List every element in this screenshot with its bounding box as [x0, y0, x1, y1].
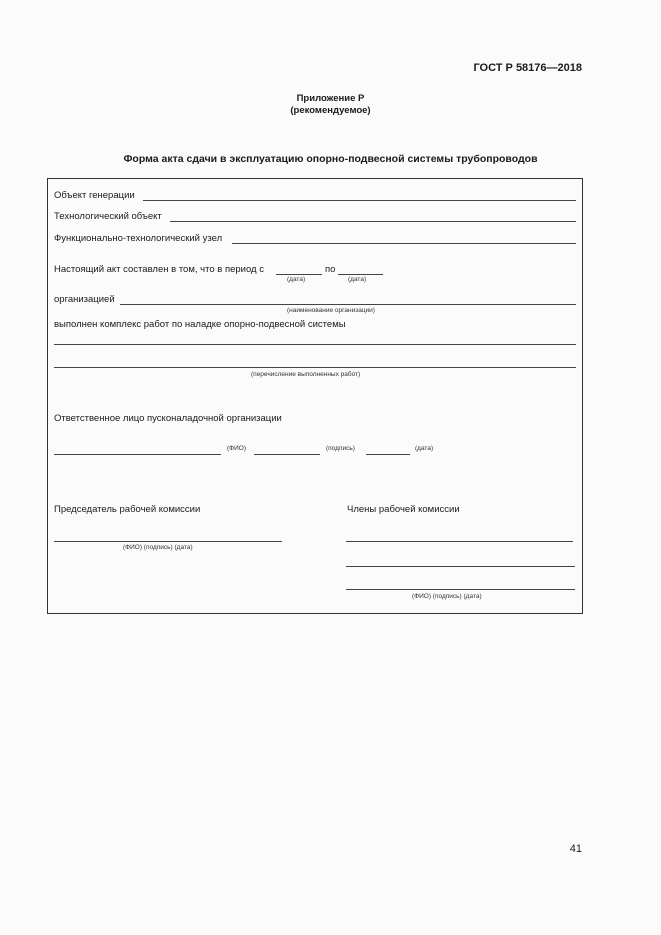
works-field-line-1[interactable]: [54, 344, 576, 345]
generation-object-field[interactable]: [143, 200, 576, 201]
responsible-fio-field[interactable]: [54, 454, 221, 455]
generation-object-label: Объект генерации: [54, 190, 135, 201]
works-text: выполнен комплекс работ по наладке опорно-подвесной системы: [54, 319, 346, 330]
works-caption: (перечисление выполненных работ): [251, 371, 361, 378]
works-field-line-2[interactable]: [54, 367, 576, 368]
organization-caption: (наименование организации): [287, 307, 375, 314]
annex-status: (рекомендуемое): [290, 105, 371, 116]
members-label: Члены рабочей комиссии: [347, 504, 460, 515]
chairman-caption: (ФИО) (подпись) (дата): [123, 544, 193, 551]
technological-object-label: Технологический объект: [54, 211, 162, 222]
members-field-line-3[interactable]: [346, 589, 575, 590]
responsible-sign-field[interactable]: [254, 454, 320, 455]
responsible-sign-caption: (подпись): [326, 445, 355, 452]
date-to-field[interactable]: [338, 274, 383, 275]
form-title: Форма акта сдачи в эксплуатацию опорно-подвесной системы трубопроводов: [123, 153, 538, 165]
functional-unit-label: Функционально-технологический узел: [54, 233, 223, 244]
organization-label: организацией: [54, 294, 115, 305]
responsible-fio-caption: (ФИО): [227, 445, 246, 452]
page-number: 41: [569, 843, 582, 855]
period-text: Настоящий акт составлен в том, что в период с: [54, 264, 264, 275]
functional-unit-field[interactable]: [232, 243, 576, 244]
period-to-text: по: [325, 264, 336, 275]
responsible-date-caption: (дата): [415, 445, 434, 452]
members-field-line-2[interactable]: [346, 566, 575, 567]
organization-field[interactable]: [120, 304, 576, 305]
date-to-caption: (дата): [348, 276, 367, 283]
responsible-label: Ответственное лицо пусконаладочной организации: [54, 413, 282, 424]
members-field-line-1[interactable]: [346, 541, 573, 542]
standard-number: ГОСТ Р 58176—2018: [473, 62, 582, 74]
chairman-field[interactable]: [54, 541, 282, 542]
members-caption: (ФИО) (подпись) (дата): [412, 593, 482, 600]
date-from-field[interactable]: [276, 274, 322, 275]
technological-object-field[interactable]: [170, 221, 576, 222]
date-from-caption: (дата): [287, 276, 306, 283]
chairman-label: Председатель рабочей комиссии: [54, 504, 201, 515]
responsible-date-field[interactable]: [366, 454, 410, 455]
annex-title: Приложение Р: [296, 93, 365, 104]
